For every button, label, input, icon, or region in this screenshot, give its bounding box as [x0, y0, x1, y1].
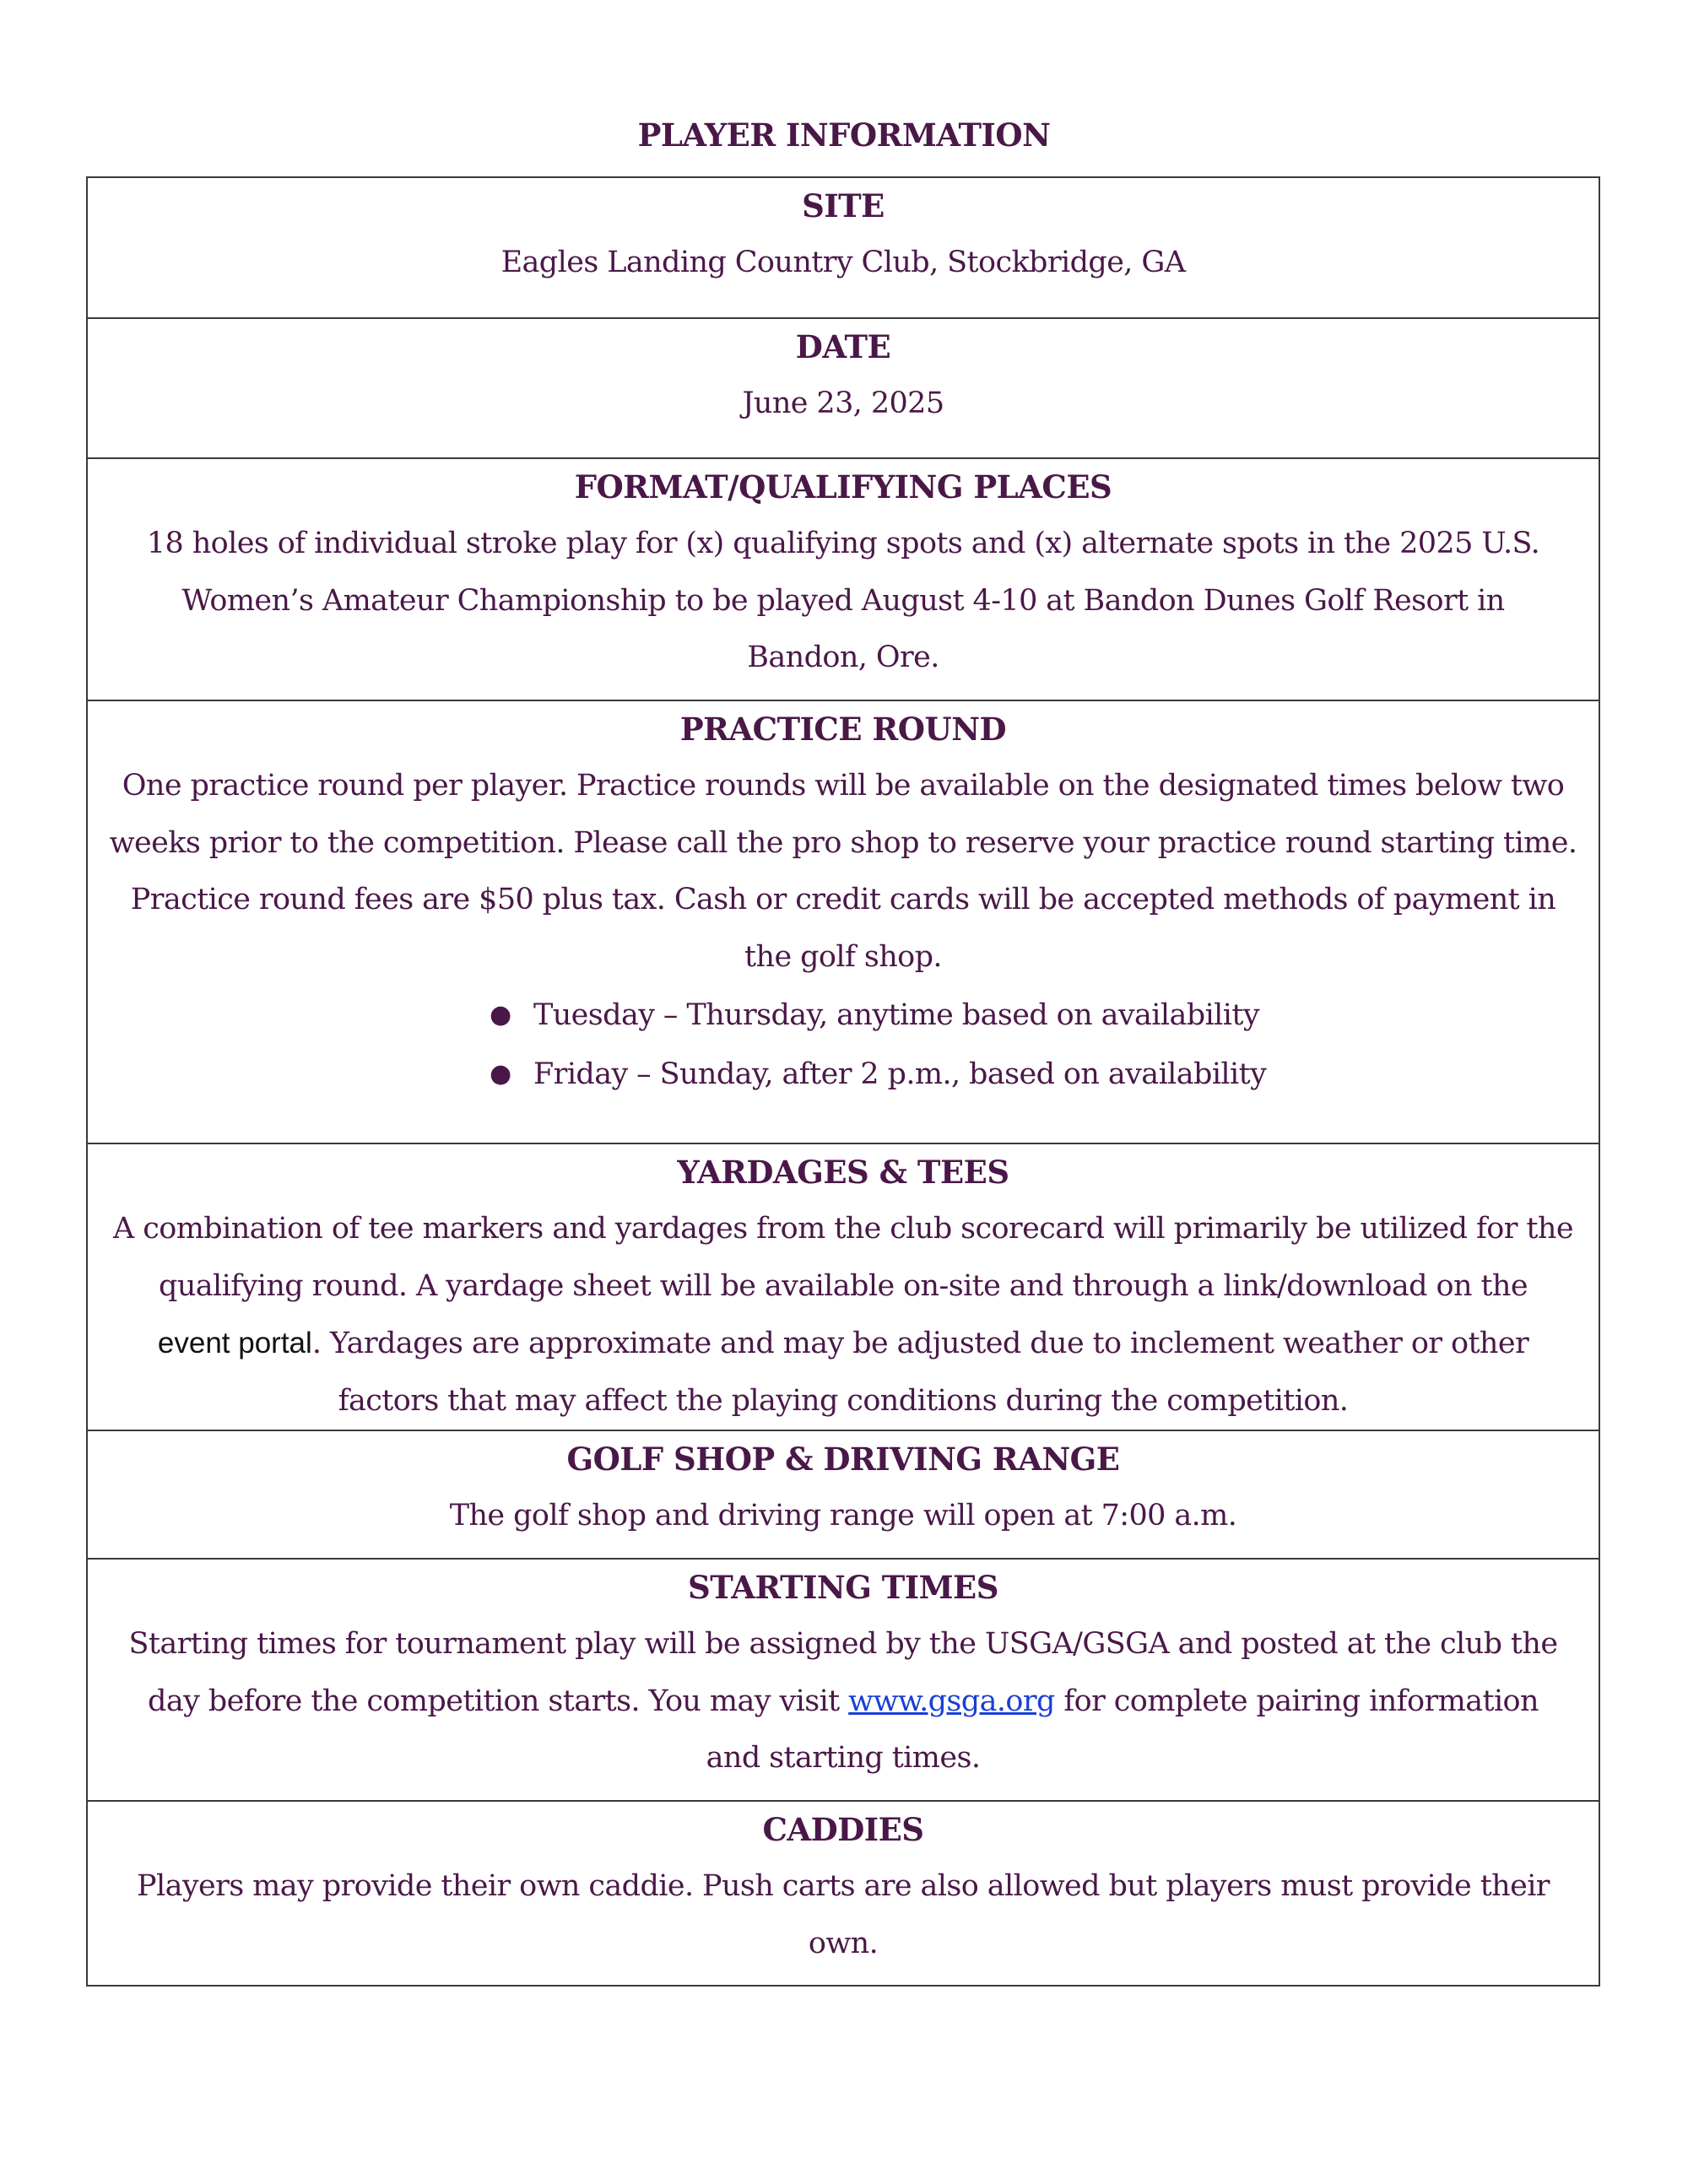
caddies-row — [87, 1801, 1599, 1986]
caddies-cell — [87, 1801, 1599, 1986]
format-heading: FORMAT/QUALIFYING PLACES — [574, 468, 1112, 505]
yardages-line-2: qualifying round. A yardage sheet will be available on-site and through a link/download on the — [159, 1268, 1528, 1303]
golf-shop-cell — [87, 1430, 1599, 1559]
site-body: Eagles Landing Country Club, Stockbridge, GA — [500, 246, 1186, 279]
yardages-line-3 — [105, 1315, 1582, 1373]
list-item — [483, 1045, 1496, 1104]
practice-row — [87, 700, 1599, 1143]
caddies-line-1: Players may provide their own caddie. Push carts are also allowed but players must provide their — [137, 1869, 1550, 1903]
starting-times-line-1: Starting times for tournament play will be assigned by the USGA/GSGA and posted at the club the — [128, 1627, 1558, 1661]
list-item — [483, 986, 1496, 1045]
practice-bullet-2: Friday – Sunday, after 2 p.m., based on availability — [533, 1057, 1267, 1091]
yardages-line-1: A combination of tee markers and yardages from the club scorecard will primarily be utilized for the — [113, 1212, 1573, 1246]
yardages-heading: YARDAGES & TEES — [677, 1154, 1009, 1191]
practice-line-2: weeks prior to the competition. Please call the pro shop to reserve your practice round starting time. — [109, 825, 1577, 860]
format-line-1: 18 holes of individual stroke play for (x) qualifying spots and (x) alternate spots in the 2025 U.S. — [146, 527, 1540, 560]
starting-times-line-2-pre: day before the competition starts. You may visit — [148, 1684, 849, 1718]
caddies-heading: CADDIES — [762, 1811, 924, 1848]
site-row — [87, 177, 1599, 318]
yardages-line-4: factors that may affect the playing conditions during the competition. — [338, 1383, 1349, 1418]
bullet-icon: ● — [490, 1000, 511, 1030]
practice-line-4: the golf shop. — [744, 939, 942, 974]
starting-times-row — [87, 1559, 1599, 1801]
caddies-line-2: own. — [808, 1926, 879, 1960]
date-body: June 23, 2025 — [742, 387, 944, 420]
gsga-link[interactable]: www.gsga.org — [848, 1684, 1055, 1718]
yardages-row — [87, 1143, 1599, 1430]
starting-times-line-2-post: for complete pairing information — [1054, 1684, 1539, 1718]
starting-times-line-2 — [105, 1673, 1582, 1731]
info-table — [86, 176, 1600, 1987]
yardages-cell — [87, 1143, 1599, 1430]
golf-shop-heading: GOLF SHOP & DRIVING RANGE — [566, 1441, 1120, 1478]
date-row — [87, 318, 1599, 458]
format-line-2: Women’s Amateur Championship to be played August 4-10 at Bandon Dunes Golf Resort in — [181, 583, 1505, 618]
practice-bullet-1: Tuesday – Thursday, anytime based on availability — [533, 998, 1259, 1032]
golf-shop-body: The golf shop and driving range will open at 7:00 a.m. — [449, 1499, 1237, 1533]
format-cell — [87, 458, 1599, 700]
starting-times-cell — [87, 1559, 1599, 1801]
format-line-3: Bandon, Ore. — [747, 641, 939, 674]
starting-times-line-3: and starting times. — [706, 1741, 981, 1775]
practice-cell — [87, 700, 1599, 1143]
page-title: PLAYER INFORMATION — [637, 116, 1051, 154]
date-heading: DATE — [795, 328, 891, 365]
site-heading: SITE — [802, 187, 885, 224]
practice-line-3: Practice round fees are $50 plus tax. Cash or credit cards will be accepted methods of payment in — [130, 883, 1556, 916]
site-cell — [87, 177, 1599, 318]
bullet-icon: ● — [490, 1059, 511, 1089]
yardages-line-3-rest: . Yardages are approximate and may be adjusted due to inclement weather or other — [311, 1327, 1529, 1360]
date-cell — [87, 318, 1599, 458]
practice-schedule-list — [483, 986, 1496, 1104]
event-portal-text: event portal — [157, 1327, 312, 1360]
golf-shop-row — [87, 1430, 1599, 1559]
practice-line-1: One practice round per player. Practice rounds will be available on the designated times below two — [122, 769, 1565, 803]
format-row — [87, 458, 1599, 700]
practice-heading: PRACTICE ROUND — [679, 711, 1007, 748]
starting-times-heading: STARTING TIMES — [688, 1569, 998, 1606]
